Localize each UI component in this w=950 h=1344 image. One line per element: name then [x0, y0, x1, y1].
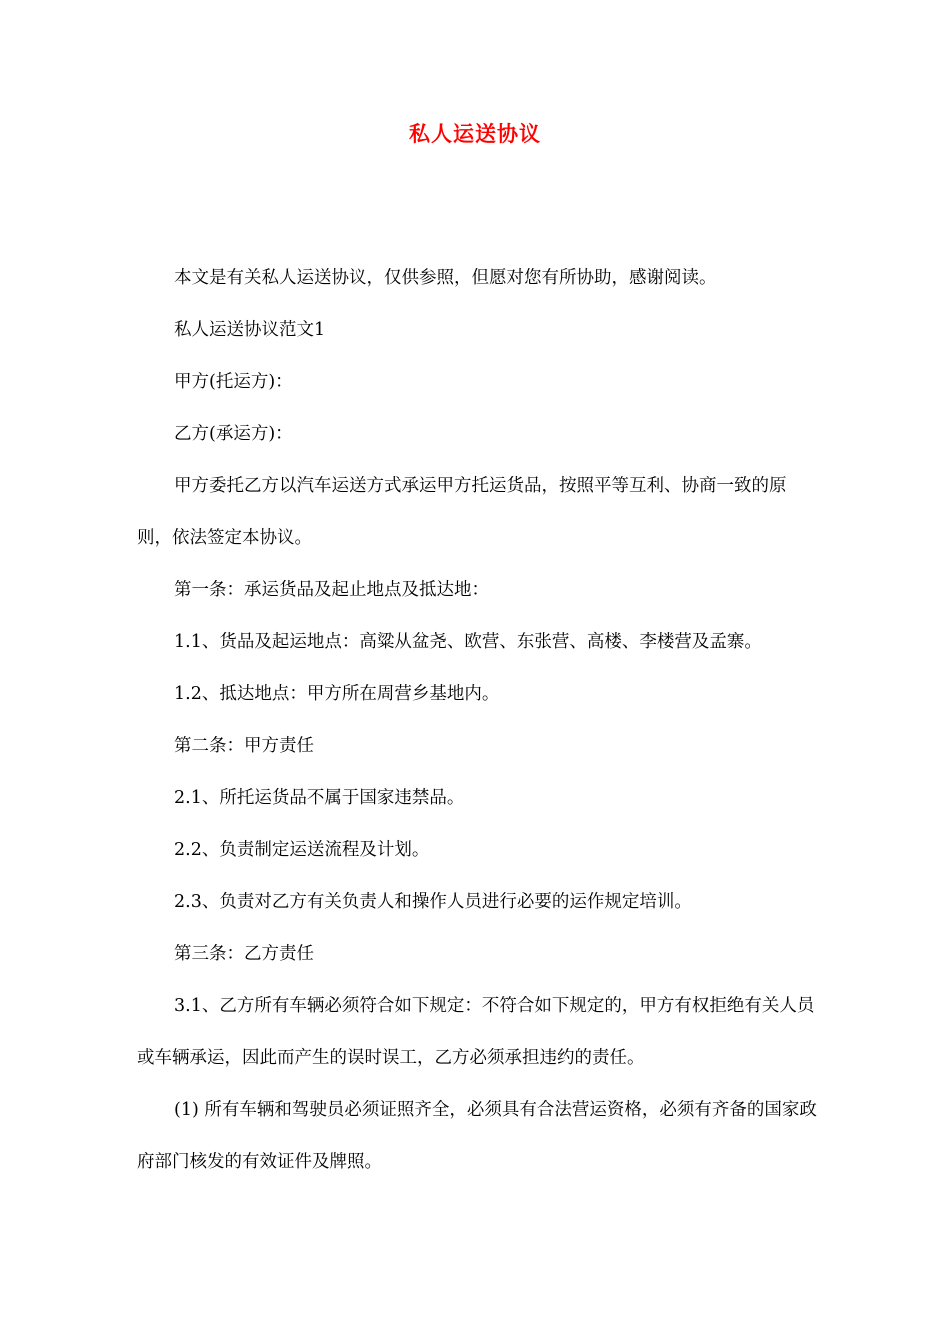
paragraph-article-3: 第三条：乙方责任 [174, 944, 314, 964]
paragraph-preamble: 甲方委托乙方以汽车运送方式承运甲方托运货品，按照平等互利、协商一致的原则，依法签定本协议。 [137, 476, 787, 548]
paragraph-clause-1-2: 1.2、抵达地点：甲方所在周营乡基地内。 [174, 684, 500, 704]
paragraph-party-a: 甲方(托运方)： [174, 372, 293, 392]
paragraph-clause-1-1: 1.1、货品及起运地点：高粱从盆尧、欧营、东张营、高楼、李楼营及孟寨。 [174, 632, 762, 652]
paragraph-clause-2-2: 2.2、负责制定运送流程及计划。 [174, 840, 430, 860]
paragraph-article-1: 第一条：承运货品及起止地点及抵达地： [174, 580, 489, 600]
paragraph-clause-2-1: 2.1、所托运货品不属于国家违禁品。 [174, 788, 465, 808]
paragraph-clause-2-3: 2.3、负责对乙方有关负责人和操作人员进行必要的运作规定培训。 [174, 892, 692, 912]
paragraph-item-1: (1) 所有车辆和驾驶员必须证照齐全，必须具有合法营运资格，必须有齐备的国家政府部门核发的有效证件及牌照。 [137, 1100, 817, 1172]
paragraph-party-b: 乙方(承运方)： [174, 424, 293, 444]
document-title: 私人运送协议 [409, 122, 541, 146]
paragraph-sample-heading: 私人运送协议范文1 [174, 320, 326, 340]
paragraph-intro: 本文是有关私人运送协议，仅供参照，但愿对您有所协助，感谢阅读。 [174, 268, 717, 288]
document-body [137, 252, 817, 1188]
paragraph-article-2: 第二条：甲方责任 [174, 736, 314, 756]
paragraph-clause-3-1: 3.1、乙方所有车辆必须符合如下规定：不符合如下规定的，甲方有权拒绝有关人员或车辆承运，因此而产生的误时误工，乙方必须承担违约的责任。 [137, 996, 815, 1068]
